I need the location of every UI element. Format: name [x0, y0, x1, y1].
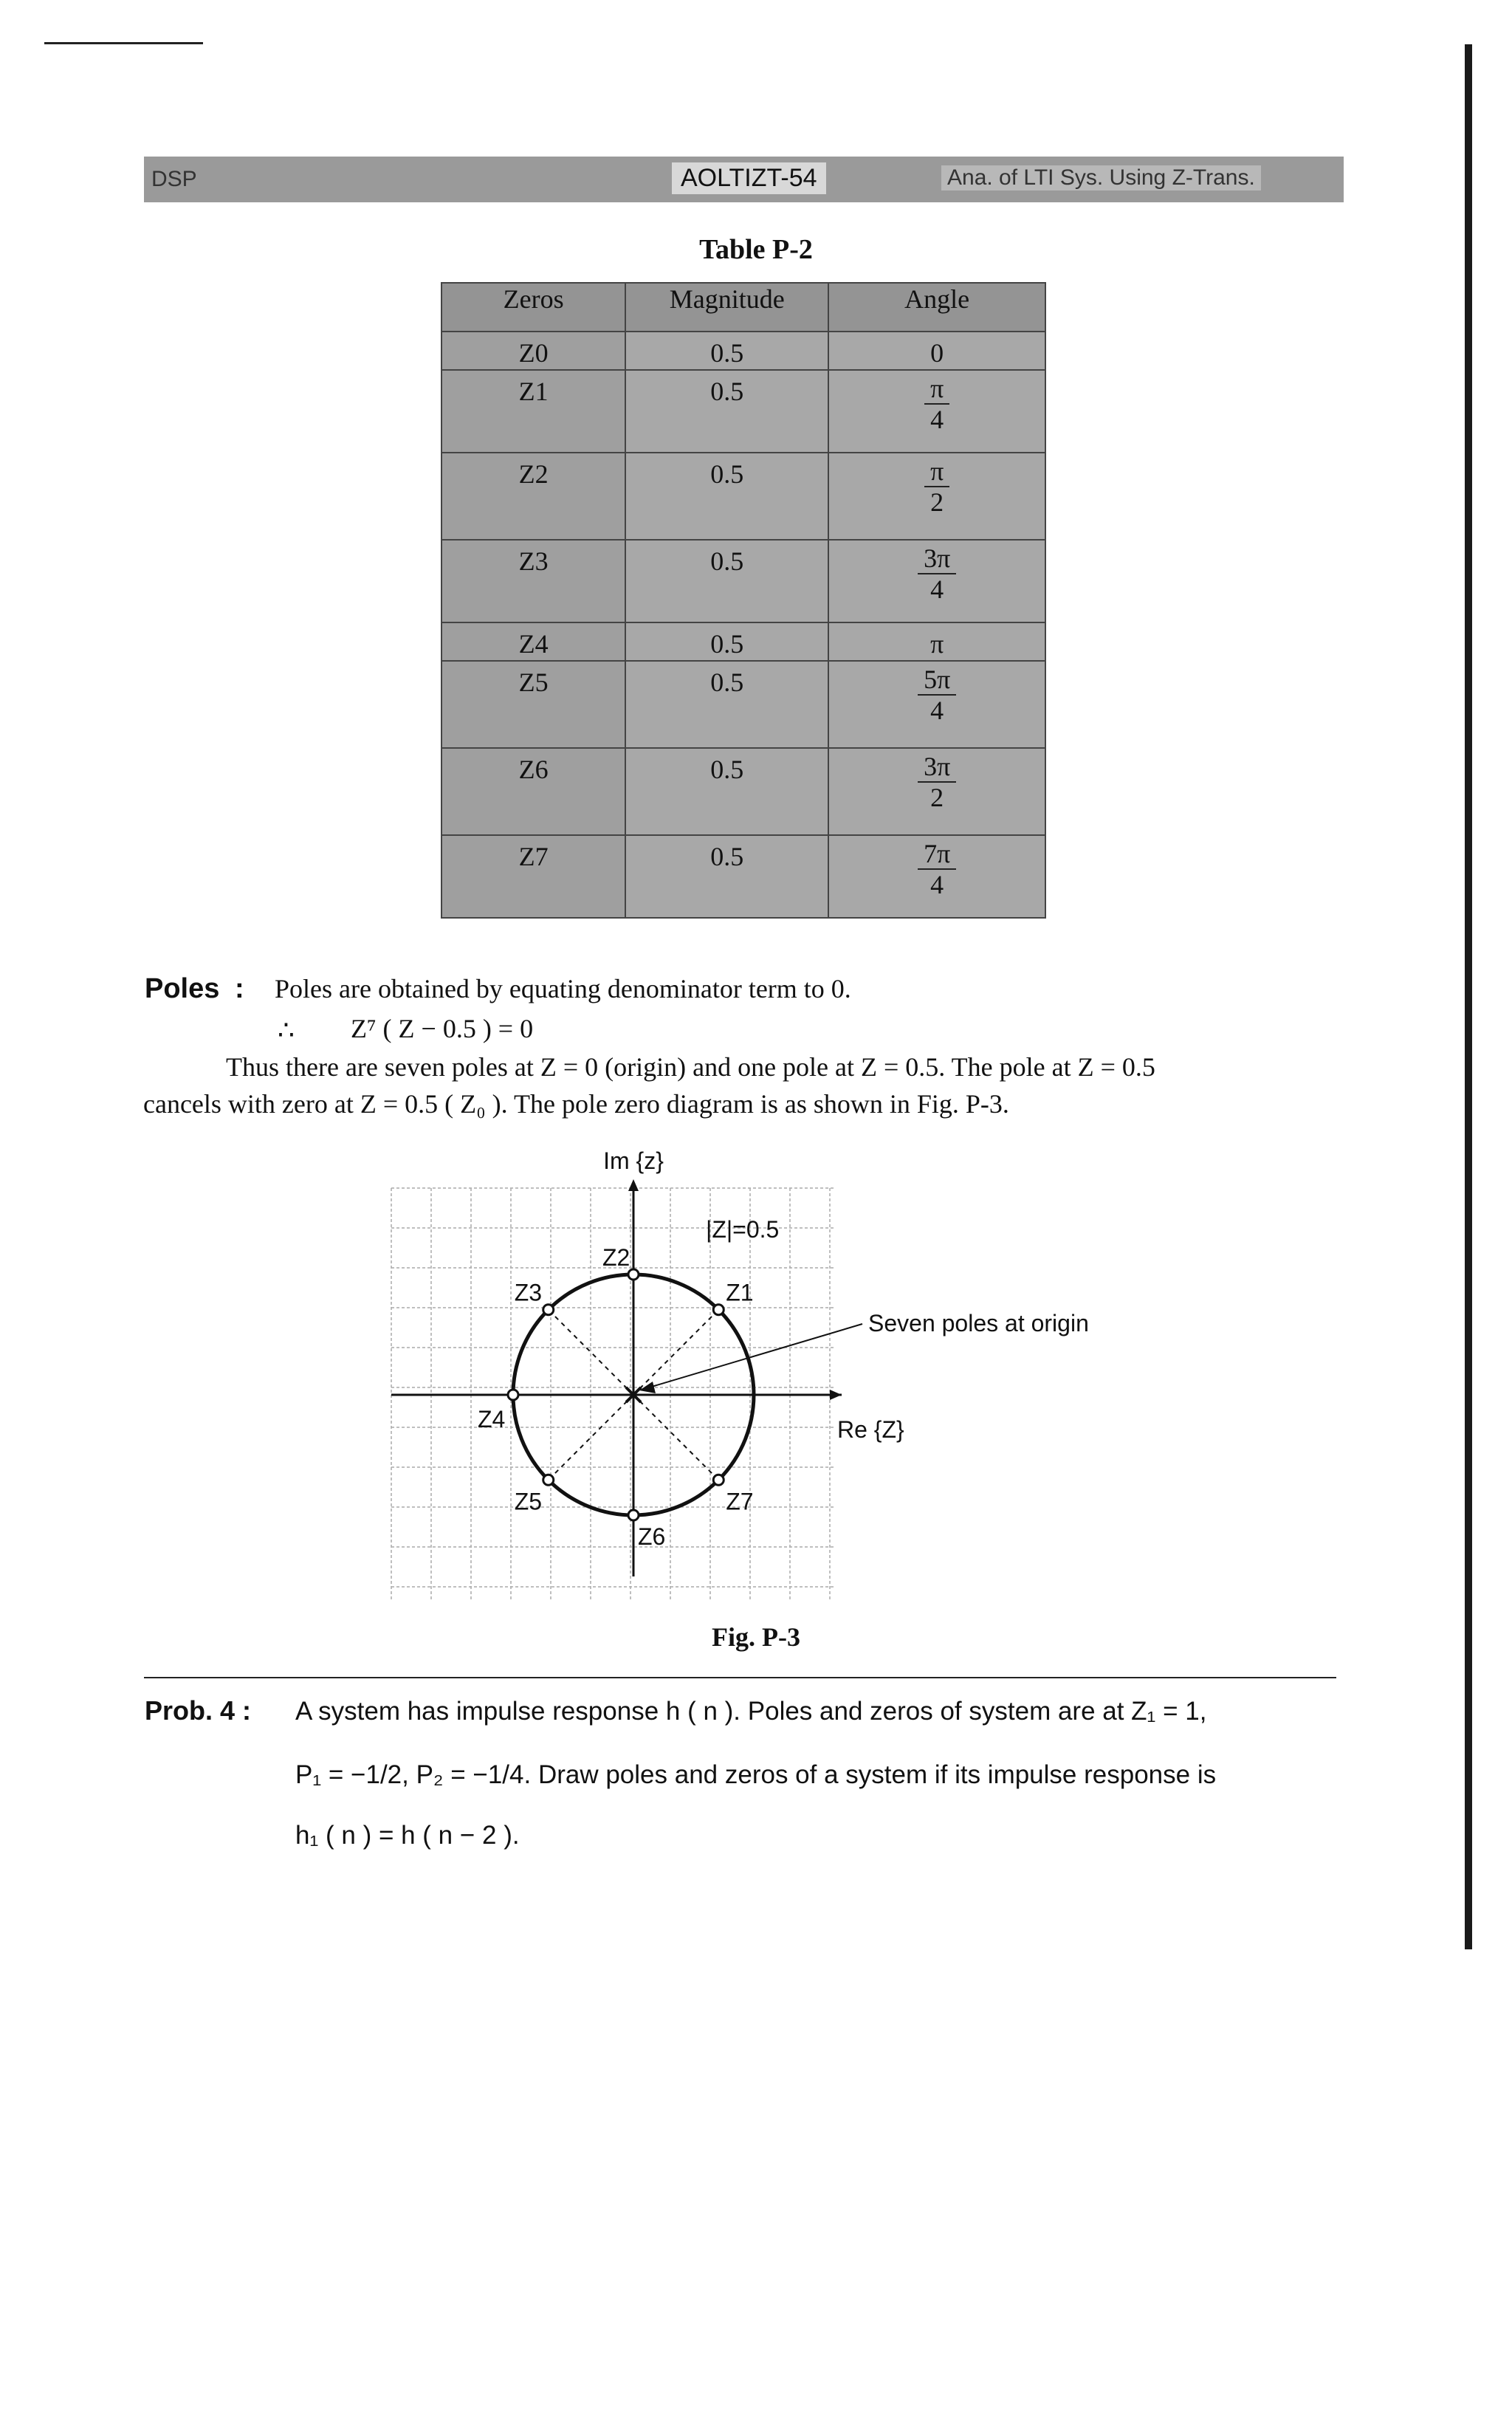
problem-line-3: h₁ ( n ) = h ( n − 2 ).: [295, 1821, 520, 1850]
zero-name: Z1: [518, 377, 549, 406]
poles-label: Poles: [145, 973, 220, 1004]
zero-marker: [543, 1475, 554, 1485]
angle-cell: [828, 540, 1045, 622]
zero-radial-line: [633, 1310, 718, 1395]
table-row: [441, 540, 1045, 622]
poles-explanation-line-1: Thus there are seven poles at Z = 0 (origin) and one pole at Z = 0.5. The pole at Z = 0.5: [226, 1052, 1155, 1082]
angle-value: $\frac{5\pi}{4}$: [918, 665, 956, 725]
zero-name-cell: [441, 453, 625, 540]
problem-line-2: P₁ = −1/2, P₂ = −1/4. Draw poles and zeros of a system if its impulse response is: [295, 1760, 1217, 1789]
pole-zero-diagram: [369, 1133, 1181, 1613]
y-axis-label: Im {z}: [603, 1147, 664, 1174]
header-page-code: AOLTIZT-54: [672, 162, 826, 194]
angle-cell: [828, 453, 1045, 540]
magnitude-value: 0.5: [710, 668, 744, 697]
poles-colon: :: [235, 973, 244, 1004]
top-rule: [44, 42, 203, 44]
angle-value: $\frac{\pi}{4}$: [924, 374, 949, 434]
table-row: [441, 622, 1045, 661]
zero-label: Z4: [478, 1406, 506, 1432]
zero-label: Z3: [514, 1279, 543, 1306]
pole-equation: Z⁷ ( Z − 0.5 ) = 0: [351, 1014, 534, 1043]
zero-name: Z4: [518, 629, 549, 659]
angle-cell: [828, 835, 1045, 918]
angle-value: $\frac{7\pi}{4}$: [918, 839, 956, 899]
figure-caption: Fig. P-3: [712, 1622, 800, 1652]
table-row: [441, 332, 1045, 370]
header-left-text: DSP: [151, 167, 197, 191]
zero-name-cell: [441, 661, 625, 748]
magnitude-value: 0.5: [710, 546, 744, 576]
magnitude-cell: [625, 453, 828, 540]
column-header-angle: Angle: [828, 283, 1045, 332]
zero-name-cell: [441, 332, 625, 370]
magnitude-cell: [625, 661, 828, 748]
angle-value: $\frac{3\pi}{2}$: [918, 752, 956, 812]
magnitude-cell: [625, 332, 828, 370]
poles-explanation-line-2: cancels with zero at Z = 0.5 ( Z₀ ). The pole zero diagram is as shown in Fig. P-3.: [143, 1089, 1009, 1119]
magnitude-value: 0.5: [710, 377, 744, 406]
zeros-table: [441, 282, 1046, 919]
radius-label: |Z|=0.5: [706, 1216, 780, 1243]
zero-name: Z7: [518, 842, 549, 871]
magnitude-value: 0.5: [710, 629, 744, 659]
angle-value: π: [930, 629, 944, 659]
zero-name-cell: [441, 540, 625, 622]
zero-marker: [628, 1269, 639, 1280]
magnitude-cell: [625, 622, 828, 661]
zero-marker: [543, 1305, 554, 1315]
zero-label: Z5: [514, 1488, 543, 1515]
magnitude-value: 0.5: [710, 338, 744, 368]
zero-label: Z1: [726, 1279, 754, 1306]
page-edge-bar: [1465, 44, 1472, 1949]
magnitude-cell: [625, 748, 828, 835]
column-header-magnitude: Magnitude: [625, 283, 828, 332]
angle-cell: [828, 622, 1045, 661]
magnitude-value: 0.5: [710, 755, 744, 784]
zero-label: Z6: [638, 1523, 666, 1550]
problem-label: Prob. 4 :: [145, 1695, 252, 1726]
imaginary-axis-arrow: [628, 1179, 639, 1191]
table-row: [441, 748, 1045, 835]
zero-name-cell: [441, 370, 625, 453]
magnitude-cell: [625, 370, 828, 453]
header-chapter-title: Ana. of LTI Sys. Using Z-Trans.: [941, 165, 1261, 191]
zero-name-cell: [441, 748, 625, 835]
problem-divider: [144, 1677, 1336, 1678]
magnitude-value: 0.5: [710, 459, 744, 489]
angle-cell: [828, 370, 1045, 453]
zero-name-cell: [441, 622, 625, 661]
poles-intro-text: Poles are obtained by equating denominator term to 0.: [275, 974, 851, 1003]
table-title: Table P-2: [699, 234, 813, 265]
angle-cell: [828, 661, 1045, 748]
zero-name: Z0: [518, 338, 549, 368]
angle-value: 0: [930, 338, 944, 368]
zero-name: Z5: [518, 668, 549, 697]
angle-value: $\frac{\pi}{2}$: [924, 456, 949, 517]
zero-name: Z2: [518, 459, 549, 489]
zero-marker: [713, 1475, 724, 1485]
zero-name-cell: [441, 835, 625, 918]
zero-name: Z6: [518, 755, 549, 784]
x-axis-label: Re {Z}: [837, 1416, 904, 1443]
zeros-table-body: [441, 332, 1045, 918]
zero-markers: [478, 1244, 754, 1550]
problem-line-1: A system has impulse response h ( n ). Poles and zeros of system are at Z₁ = 1,: [295, 1697, 1207, 1726]
angle-cell: [828, 332, 1045, 370]
zero-label: Z7: [726, 1488, 754, 1515]
real-axis-arrow: [830, 1390, 842, 1400]
magnitude-cell: [625, 835, 828, 918]
magnitude-cell: [625, 540, 828, 622]
zero-label: Z2: [602, 1244, 630, 1271]
table-row: [441, 453, 1045, 540]
column-header-zeros: Zeros: [441, 283, 625, 332]
angle-cell: [828, 748, 1045, 835]
zero-marker: [713, 1305, 724, 1315]
table-header-row: [441, 283, 1045, 332]
magnitude-value: 0.5: [710, 842, 744, 871]
table-row: [441, 370, 1045, 453]
therefore-symbol: ∴: [278, 1015, 295, 1045]
table-row: [441, 835, 1045, 918]
zero-name: Z3: [518, 546, 549, 576]
zero-marker: [628, 1510, 639, 1520]
table-row: [441, 661, 1045, 748]
zero-marker: [508, 1390, 518, 1400]
angle-value: $\frac{3\pi}{4}$: [918, 543, 956, 604]
poles-annotation: Seven poles at origin: [868, 1310, 1089, 1336]
